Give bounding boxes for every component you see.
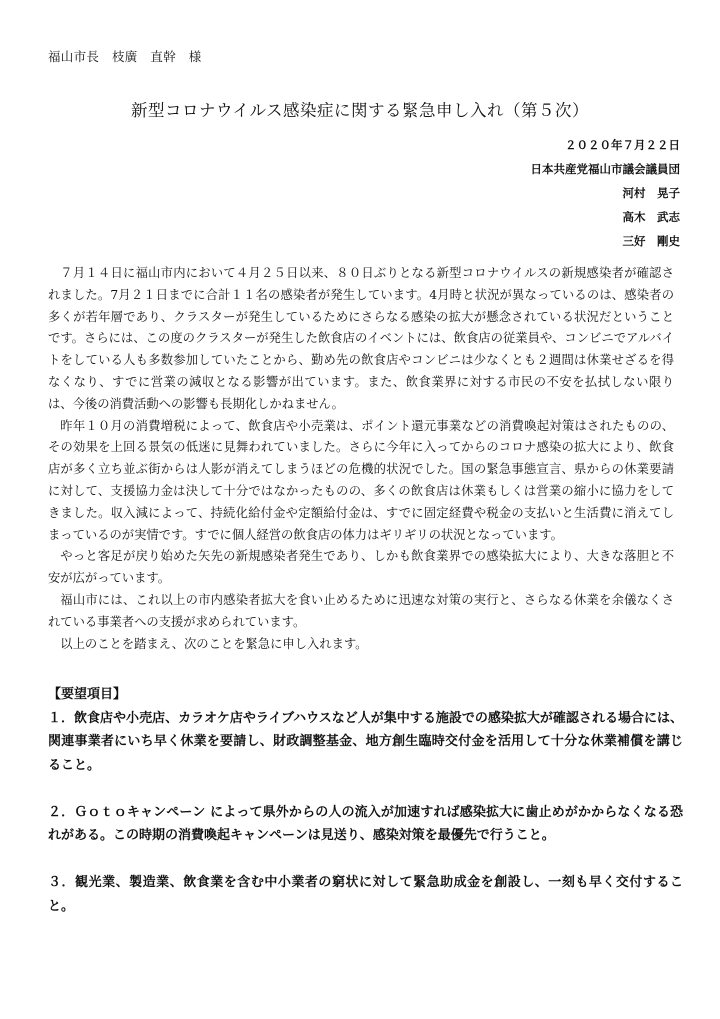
member-name: 河村 晃子 <box>622 186 680 200</box>
addressee: 福山市長 枝廣 直幹 様 <box>48 49 202 64</box>
body-paragraph: 以上のことを踏まえ、次のことを緊急に申し入れます。 <box>60 636 368 651</box>
demand-item: ２．Ｇｏｔｏキャンペーン によって県外からの人の流入が加速すれば感染拡大に歯止めがかからなくなる恐れがある。この時期の消費喚起キャンペーンは見送り、感染対策を最優先で行うこと。 <box>48 804 683 843</box>
body-paragraph: ７月１４日に福山市内において４月２５日以来、８０日ぶりとなる新型コロナウイルスの新規感染者が確認されました。7月２１日までに合計１１名の感染者が発生しています。4月時と状況が異なっているのは、感染者の多くが若年層であり、クラスターが発生しているためにさらなる感染の拡大が懸念されている状況だということです。さらには、この度のクラスターが発生した飲食店のイベントには、飲食店の従業員や、コンビニでアルバイトをしている人も多数参加していたことから、勤め先の飲食店やコンビニは少なくとも２週間は休業せざるを得なくなり、すでに営業の減収となる影響が出ています。また、飲食業界に対する市民の不安を払拭しない限りは、今後の消費活動への影響も長期化しかねません。 <box>48 266 674 411</box>
member-name: 高木 武志 <box>622 210 680 224</box>
date: ２０２０年７月２２日 <box>565 138 680 152</box>
organization: 日本共産党福山市議会議員団 <box>530 162 680 176</box>
body-text <box>48 263 674 655</box>
demands-heading: 【要望項目】 <box>48 687 127 702</box>
demand-item: ３．観光業、製造業、飲食業を含む中小業者の窮状に対して緊急助成金を創設し、一刻も早く交付すること。 <box>48 875 683 914</box>
member-name: 三好 剛史 <box>622 234 680 248</box>
document-title: 新型コロナウイルス感染症に関する緊急申し入れ（第５次） <box>130 101 589 120</box>
demands-section <box>48 683 683 942</box>
body-paragraph: 福山市には、これ以上の市内感染者拡大を食い止めるために迅速な対策の実行と、さらなる休業を余儀なくされている事業者への支援が求められています。 <box>48 592 674 629</box>
signature-block <box>531 133 681 253</box>
body-paragraph: やっと客足が戻り始めた矢先の新規感染者発生であり、しかも飲食業界での感染拡大により、大きな落胆と不安が広がっています。 <box>48 549 674 586</box>
demand-item: １．飲食店や小売店、カラオケ店やライブハウスなど人が集中する施設での感染拡大が確認される場合には、関連事業者にいち早く休業を要請し、財政調整基金、地方創生臨時交付金を活用して十分な休業補償を講じること。 <box>48 710 683 773</box>
body-paragraph: 昨年１０月の消費増税によって、飲食店や小売業は、ポイント還元事業などの消費喚起対策はされたものの、その効果を上回る景気の低迷に見舞われていました。さらに今年に入ってからのコロナ感染の拡大により、飲食店が多く立ち並ぶ街からは人影が消えてしまうほどの危機的状況でした。国の緊急事態宣言、県からの休業要請に対して、支援協力金は決して十分ではなかったものの、多くの飲食店は休業もしくは営業の縮小に協力をしてきました。収入減によって、持続化給付金や定額給付金は、すでに固定経費や税金の支払いと生活費に消えてしまっているのが実情です。すでに個人経営の飲食店の体力はギリギリの状況となっています。 <box>48 418 674 542</box>
